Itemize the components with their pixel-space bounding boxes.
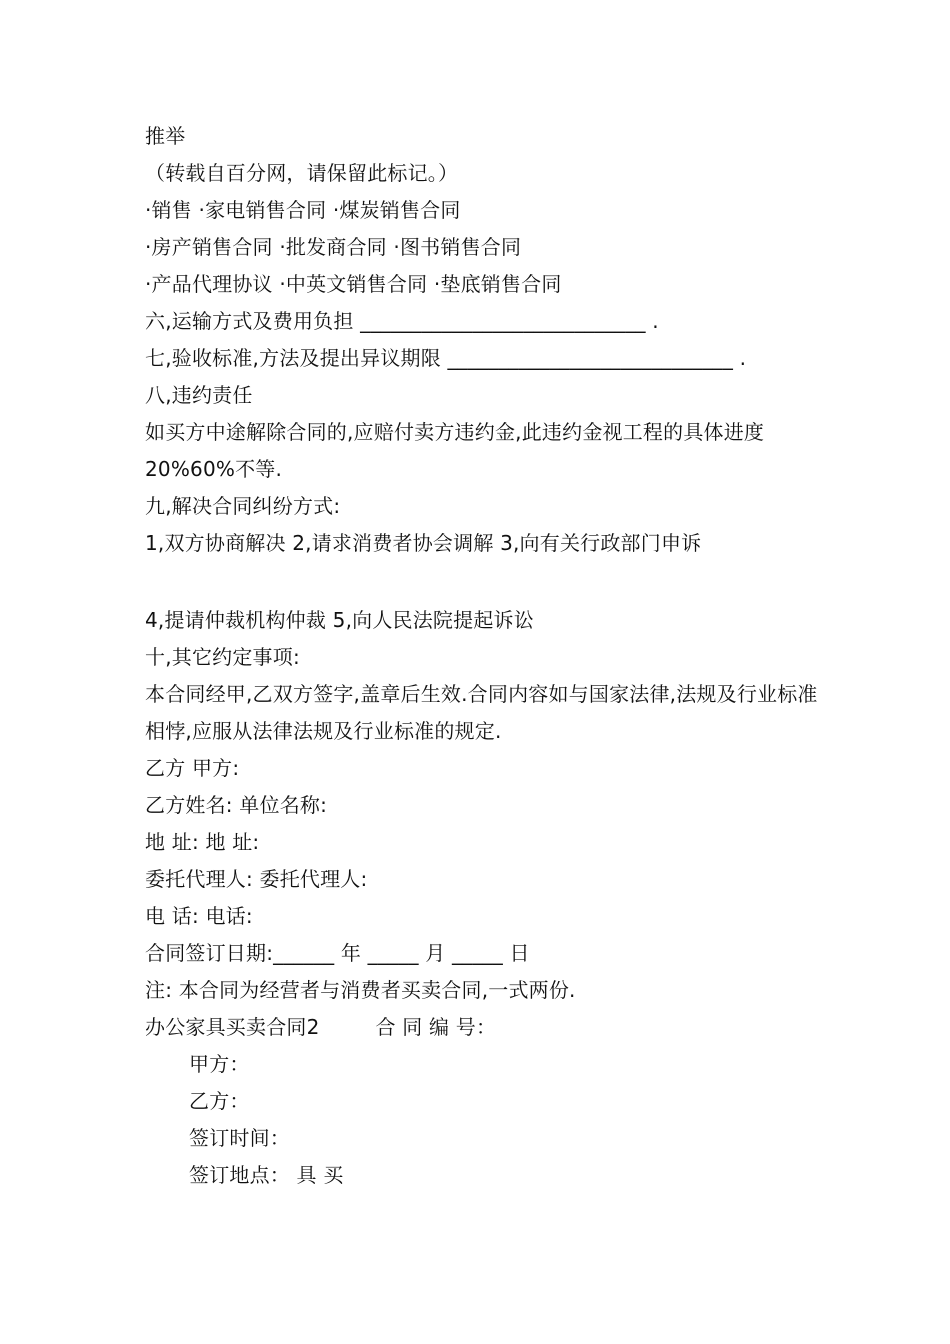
related-links-row-2: ·房产销售合同 ·批发商合同 ·图书销售合同 xyxy=(145,235,522,259)
signing-time-label: 签订时间： xyxy=(189,1126,290,1150)
signing-date: 合同签订日期:______ 年 _____ 月 _____ 日 xyxy=(145,941,530,965)
party-phone-fields: 电 话: 电话: xyxy=(145,904,253,928)
clause-breach-text: 如买方中途解除合同的,应赔付卖方违约金,此违约金视工程的具体进度 20%60%不等. xyxy=(145,420,765,481)
party-b-label: 乙方： xyxy=(189,1089,250,1113)
clause-effect-text: 本合同经甲,乙双方签字,盖章后生效.合同内容如与国家法律,法规及行业标准相悖,应服从法律法规及行业标准的规定. xyxy=(145,682,818,743)
source-note: （转载自百分网，请保留此标记。） xyxy=(145,161,459,185)
signing-place-label: 签订地点： 具 买 xyxy=(189,1163,344,1187)
clause-dispute-heading: 九,解决合同纠纷方式: xyxy=(145,494,341,518)
dispute-options-1: 1,双方协商解决 2,请求消费者协会调解 3,向有关行政部门申诉 xyxy=(145,531,702,555)
contract-2-title: 办公家具买卖合同2 xyxy=(145,1015,320,1039)
party-agent-fields: 委托代理人: 委托代理人: xyxy=(145,867,368,891)
clause-breach-heading: 八,违约责任 xyxy=(145,383,253,407)
dispute-options-2: 4,提请仲裁机构仲裁 5,向人民法院提起诉讼 xyxy=(145,608,534,632)
party-a-label: 甲方： xyxy=(189,1052,250,1076)
party-address-fields: 地 址: 地 址: xyxy=(145,830,260,854)
party-name-fields: 乙方姓名: 单位名称: xyxy=(145,793,328,817)
blank-gap xyxy=(145,562,825,602)
contract-number-label: 合 同 编 号： xyxy=(375,1015,497,1039)
clause-acceptance: 七,验收标准,方法及提出异议期限 ____________________________ . xyxy=(145,346,747,370)
party-labels: 乙方 甲方: xyxy=(145,756,240,780)
related-links-row-3: ·产品代理协议 ·中英文销售合同 ·垫底销售合同 xyxy=(145,272,562,296)
heading-recommend: 推举 xyxy=(145,124,186,148)
document-body xyxy=(145,118,825,1194)
contract-2-title-row xyxy=(145,1009,825,1046)
contract-note: 注: 本合同为经营者与消费者买卖合同,一式两份. xyxy=(145,978,576,1002)
clause-other-heading: 十,其它约定事项: xyxy=(145,645,300,669)
clause-transport: 六,运输方式及费用负担 ____________________________ . xyxy=(145,309,659,333)
related-links-row-1: ·销售 ·家电销售合同 ·煤炭销售合同 xyxy=(145,198,461,222)
